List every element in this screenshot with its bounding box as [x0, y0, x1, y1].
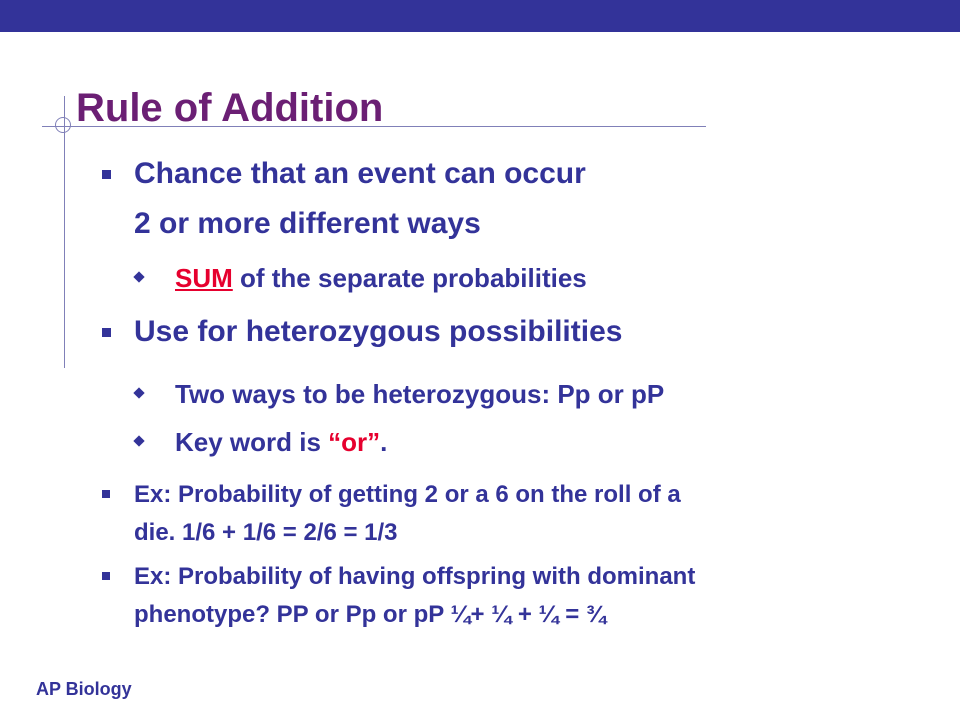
bullet-chance-line2: 2 or more different ways	[134, 207, 481, 240]
sum-highlight: SUM	[175, 263, 233, 293]
vertical-rule	[64, 96, 65, 368]
slide-title: Rule of Addition	[76, 86, 384, 130]
sub-bullet-sum-rest: of the separate probabilities	[232, 263, 587, 293]
diamond-bullet-icon	[133, 435, 144, 446]
square-bullet-icon	[102, 328, 111, 337]
top-bar	[0, 0, 960, 32]
example-die-line1: Ex: Probability of getting 2 or a 6 on the roll of a	[134, 481, 681, 508]
or-highlight: “or”	[328, 427, 381, 457]
sub-bullet-key-word-text	[175, 426, 387, 458]
sub-bullet-sum-text	[175, 262, 587, 294]
example-offspring-line2: phenotype? PP or Pp or pP ¼+ ¼ + ¼ = ¾	[134, 601, 606, 628]
sub-bullet-two-ways-text: Two ways to be heterozygous: Pp or pP	[175, 379, 665, 409]
example-offspring-line1: Ex: Probability of having offspring with dominant	[134, 563, 696, 590]
square-bullet-icon	[102, 170, 111, 179]
square-bullet-icon	[102, 490, 110, 498]
key-word-prefix: Key word is	[175, 427, 329, 457]
example-die-line2: die. 1/6 + 1/6 = 2/6 = 1/3	[134, 519, 398, 546]
footer-label: AP Biology	[36, 679, 132, 699]
diamond-bullet-icon	[133, 271, 144, 282]
bullet-chance-line1: Chance that an event can occur	[134, 157, 586, 190]
square-bullet-icon	[102, 572, 110, 580]
key-word-suffix: .	[380, 427, 388, 457]
diamond-bullet-icon	[133, 387, 144, 398]
crosshair-circle	[55, 117, 71, 133]
bullet-heterozygous-text: Use for heterozygous possibilities	[134, 315, 623, 348]
